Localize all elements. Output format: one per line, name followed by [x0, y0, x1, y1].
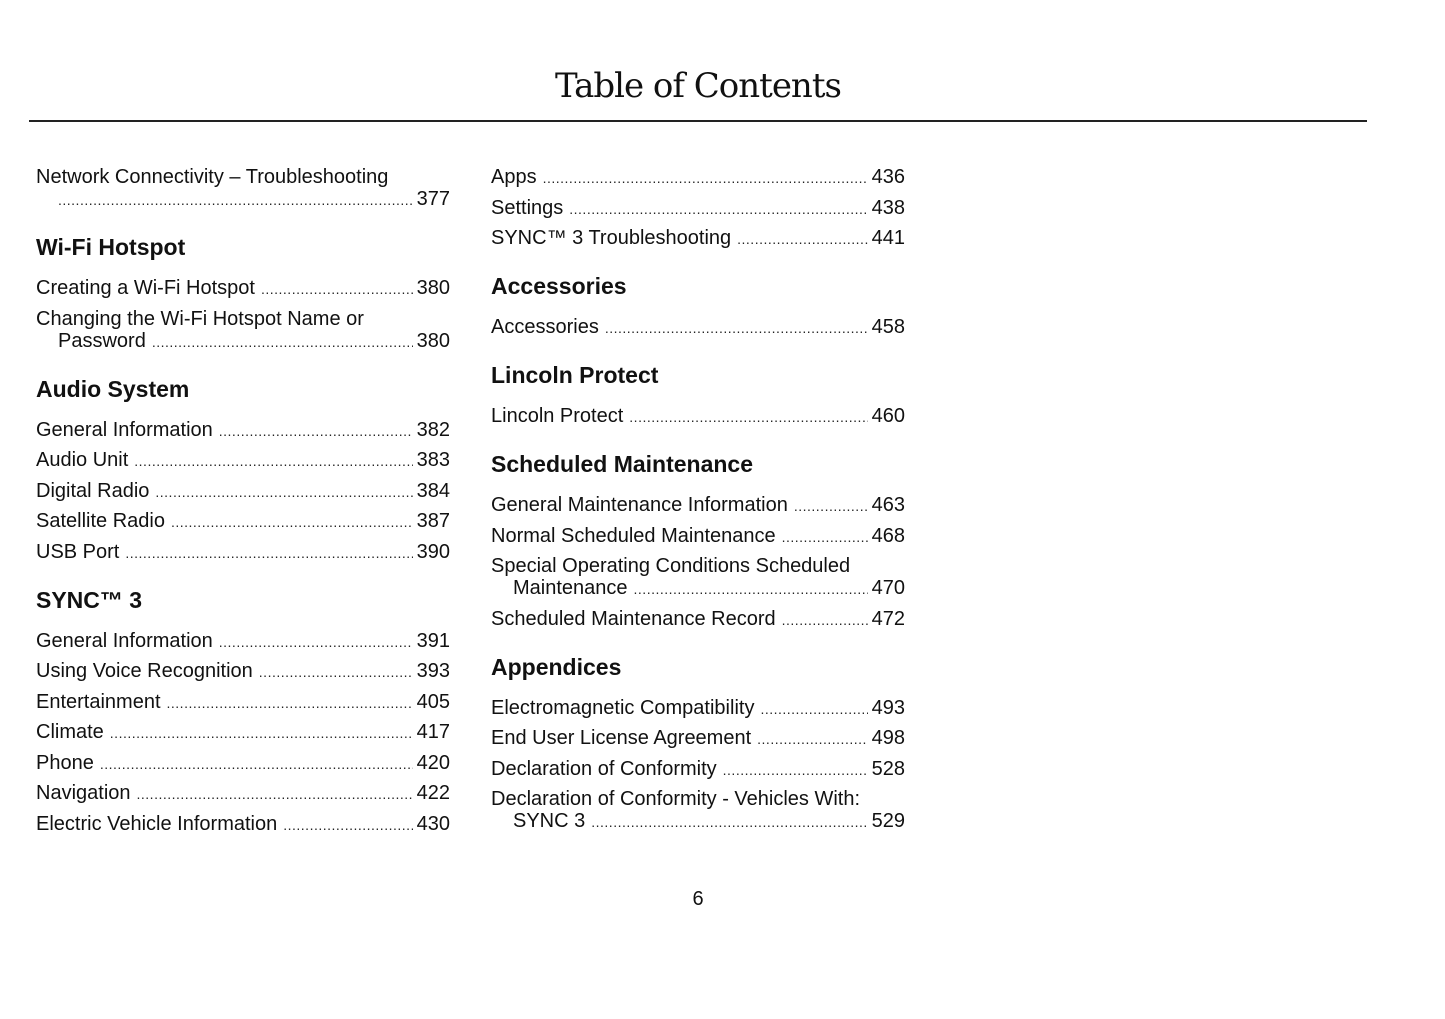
toc-section — [491, 363, 905, 428]
toc-entry[interactable] — [36, 166, 450, 211]
entry-page-number: 529 — [871, 810, 905, 832]
dot-leader — [219, 419, 413, 442]
entry-page-number: 382 — [416, 418, 450, 441]
toc-entry[interactable] — [36, 660, 450, 683]
entry-title: Creating a Wi-Fi Hotspot — [36, 277, 255, 299]
entry-title: Electric Vehicle Information — [36, 812, 278, 835]
toc-section — [491, 274, 905, 339]
entry-page-number: 463 — [871, 494, 905, 516]
entry-page-number: 417 — [416, 721, 450, 743]
toc-entry[interactable] — [36, 630, 450, 653]
entry-page-number: 441 — [871, 227, 905, 249]
entry-page-number: 405 — [416, 690, 450, 713]
toc-entry-line — [491, 810, 905, 833]
toc-entry[interactable] — [491, 555, 905, 600]
toc-column-right — [491, 166, 905, 841]
entry-page-number: 383 — [416, 449, 450, 471]
entry-title: Accessories — [491, 316, 599, 338]
toc-entry-line — [491, 405, 905, 428]
page-title: Table of Contents — [555, 66, 841, 106]
entry-page-number: 391 — [416, 629, 450, 652]
toc-entry[interactable] — [36, 419, 450, 442]
toc-entry[interactable] — [36, 510, 450, 533]
toc-entry-line — [36, 308, 450, 330]
dot-leader — [569, 197, 867, 220]
entry-title: General Information — [36, 629, 213, 652]
dot-leader — [219, 630, 413, 653]
section-heading: Scheduled Maintenance — [491, 451, 754, 477]
section-heading: Lincoln Protect — [491, 362, 659, 388]
entry-title: Maintenance — [513, 577, 628, 599]
entry-title: Climate — [36, 721, 104, 743]
toc-entry[interactable] — [491, 166, 905, 189]
toc-entry-line — [36, 813, 450, 836]
toc-entry[interactable] — [491, 727, 905, 750]
toc-entry[interactable] — [491, 316, 905, 339]
toc-entry[interactable] — [491, 494, 905, 517]
dot-leader — [110, 721, 413, 744]
dot-leader — [125, 541, 412, 564]
toc-entry-line — [491, 788, 905, 810]
toc-entry-line — [36, 510, 450, 533]
toc-entry-line — [491, 577, 905, 600]
dot-leader — [261, 277, 413, 300]
toc-section — [36, 377, 450, 564]
entry-page-number: 436 — [871, 166, 905, 188]
entry-title: Network Connectivity – Troubleshooting — [36, 166, 389, 188]
entry-page-number: 460 — [871, 405, 905, 427]
toc-entry[interactable] — [491, 405, 905, 428]
toc-entry-line — [36, 660, 450, 683]
entry-title: Declaration of Conformity — [491, 757, 717, 780]
entry-page-number: 468 — [871, 524, 905, 547]
toc-entry[interactable] — [491, 788, 905, 833]
entry-title: Special Operating Conditions Scheduled — [491, 555, 851, 577]
dot-leader — [634, 577, 868, 600]
dot-leader — [760, 697, 867, 720]
section-heading: Accessories — [491, 273, 627, 299]
entry-title: Using Voice Recognition — [36, 660, 253, 682]
entry-page-number: 384 — [416, 479, 450, 502]
entry-title: End User License Agreement — [491, 727, 752, 749]
toc-entry[interactable] — [36, 721, 450, 744]
entry-title: Satellite Radio — [36, 510, 165, 532]
toc-entry-line — [36, 752, 450, 775]
dot-leader — [283, 813, 412, 836]
entry-title: Apps — [491, 166, 537, 188]
dot-leader — [543, 166, 868, 189]
page-number: 6 — [692, 888, 704, 910]
dot-leader — [794, 494, 868, 517]
entry-title: Scheduled Maintenance Record — [491, 607, 776, 630]
entry-page-number: 380 — [416, 329, 450, 352]
toc-entry-line — [36, 166, 450, 188]
toc-entry-line — [491, 727, 905, 750]
toc-column-left — [36, 166, 450, 843]
toc-section — [491, 452, 905, 631]
dot-leader — [782, 608, 868, 631]
entry-title: General Information — [36, 418, 213, 441]
entry-page-number: 498 — [871, 727, 905, 749]
entry-title: Settings — [491, 196, 564, 219]
entry-title: Digital Radio — [36, 479, 150, 502]
toc-entry-line — [36, 188, 450, 211]
toc-entry[interactable] — [36, 308, 450, 353]
entry-page-number: 377 — [416, 188, 450, 210]
dot-leader — [723, 758, 868, 781]
toc-entry-line — [491, 166, 905, 189]
entry-title: USB Port — [36, 540, 120, 563]
toc-entry-line — [36, 721, 450, 744]
toc-entry[interactable] — [491, 758, 905, 781]
toc-entry-line — [491, 697, 905, 720]
toc-entry-line — [491, 494, 905, 517]
section-heading: SYNC™ 3 — [36, 586, 143, 613]
toc-entry[interactable] — [36, 277, 450, 300]
entry-title: Changing the Wi-Fi Hotspot Name or — [36, 307, 364, 330]
toc-section — [491, 655, 905, 834]
entry-page-number: 493 — [871, 696, 905, 719]
dot-leader — [171, 510, 413, 533]
dot-leader — [591, 810, 867, 833]
entry-title: Audio Unit — [36, 449, 129, 471]
toc-entry[interactable] — [491, 608, 905, 631]
toc-entry-line — [36, 449, 450, 472]
toc-entry[interactable] — [36, 813, 450, 836]
entry-title: Phone — [36, 751, 94, 774]
dot-leader — [629, 405, 867, 428]
entry-title: Normal Scheduled Maintenance — [491, 524, 776, 547]
toc-entry[interactable] — [36, 480, 450, 503]
toc-entry[interactable] — [491, 697, 905, 720]
entry-title: Entertainment — [36, 690, 161, 713]
dot-leader — [757, 727, 867, 750]
toc-entry-line — [36, 419, 450, 442]
toc-section — [36, 166, 450, 211]
toc-entry-line — [491, 608, 905, 631]
toc-entry-line — [491, 758, 905, 781]
toc-entry[interactable] — [491, 525, 905, 548]
dot-leader — [152, 330, 413, 353]
entry-title: SYNC 3 — [513, 810, 586, 832]
dot-leader — [58, 188, 413, 211]
entry-page-number: 420 — [416, 751, 450, 774]
dot-leader — [100, 752, 413, 775]
dot-leader — [605, 316, 868, 339]
entry-title: Password — [58, 329, 146, 352]
header-divider — [29, 120, 1367, 122]
toc-section — [36, 235, 450, 353]
dot-leader — [782, 525, 868, 548]
dot-leader — [737, 227, 867, 250]
entry-page-number: 387 — [416, 510, 450, 532]
dot-leader — [155, 480, 412, 503]
toc-entry-line — [36, 480, 450, 503]
toc-entry-line — [36, 691, 450, 714]
entry-page-number: 422 — [416, 782, 450, 804]
toc-entry-line — [491, 316, 905, 339]
toc-entry[interactable] — [491, 227, 905, 250]
toc-entry[interactable] — [36, 691, 450, 714]
entry-page-number: 528 — [871, 757, 905, 780]
toc-entry[interactable] — [491, 197, 905, 220]
toc-entry-line — [36, 277, 450, 300]
entry-title: General Maintenance Information — [491, 494, 788, 516]
entry-page-number: 458 — [871, 316, 905, 338]
toc-entry-line — [491, 525, 905, 548]
toc-entry-line — [491, 227, 905, 250]
dot-leader — [134, 449, 412, 472]
entry-title: Declaration of Conformity - Vehicles With: — [491, 788, 861, 810]
dot-leader — [137, 782, 413, 805]
entry-page-number: 472 — [871, 607, 905, 630]
toc-entry-line — [36, 330, 450, 353]
entry-title: Navigation — [36, 782, 131, 804]
toc-entry[interactable] — [36, 541, 450, 564]
dot-leader — [167, 691, 413, 714]
toc-entry-line — [491, 197, 905, 220]
section-heading: Wi-Fi Hotspot — [36, 234, 186, 260]
entry-page-number: 393 — [416, 660, 450, 682]
toc-entry[interactable] — [36, 752, 450, 775]
entry-title: Electromagnetic Compatibility — [491, 696, 755, 719]
toc-entry-line — [36, 630, 450, 653]
entry-page-number: 390 — [416, 540, 450, 563]
entry-page-number: 470 — [871, 577, 905, 599]
section-heading: Appendices — [491, 653, 622, 680]
toc-entry-line — [36, 782, 450, 805]
toc-section — [491, 166, 905, 250]
entry-page-number: 430 — [416, 812, 450, 835]
toc-entry[interactable] — [36, 449, 450, 472]
toc-section — [36, 588, 450, 836]
entry-title: SYNC™ 3 Troubleshooting — [491, 227, 732, 249]
toc-entry-line — [36, 541, 450, 564]
entry-page-number: 380 — [416, 277, 450, 299]
entry-page-number: 438 — [871, 196, 905, 219]
section-heading: Audio System — [36, 375, 190, 402]
dot-leader — [259, 660, 413, 683]
toc-entry-line — [491, 555, 905, 577]
toc-entry[interactable] — [36, 782, 450, 805]
entry-title: Lincoln Protect — [491, 405, 624, 427]
